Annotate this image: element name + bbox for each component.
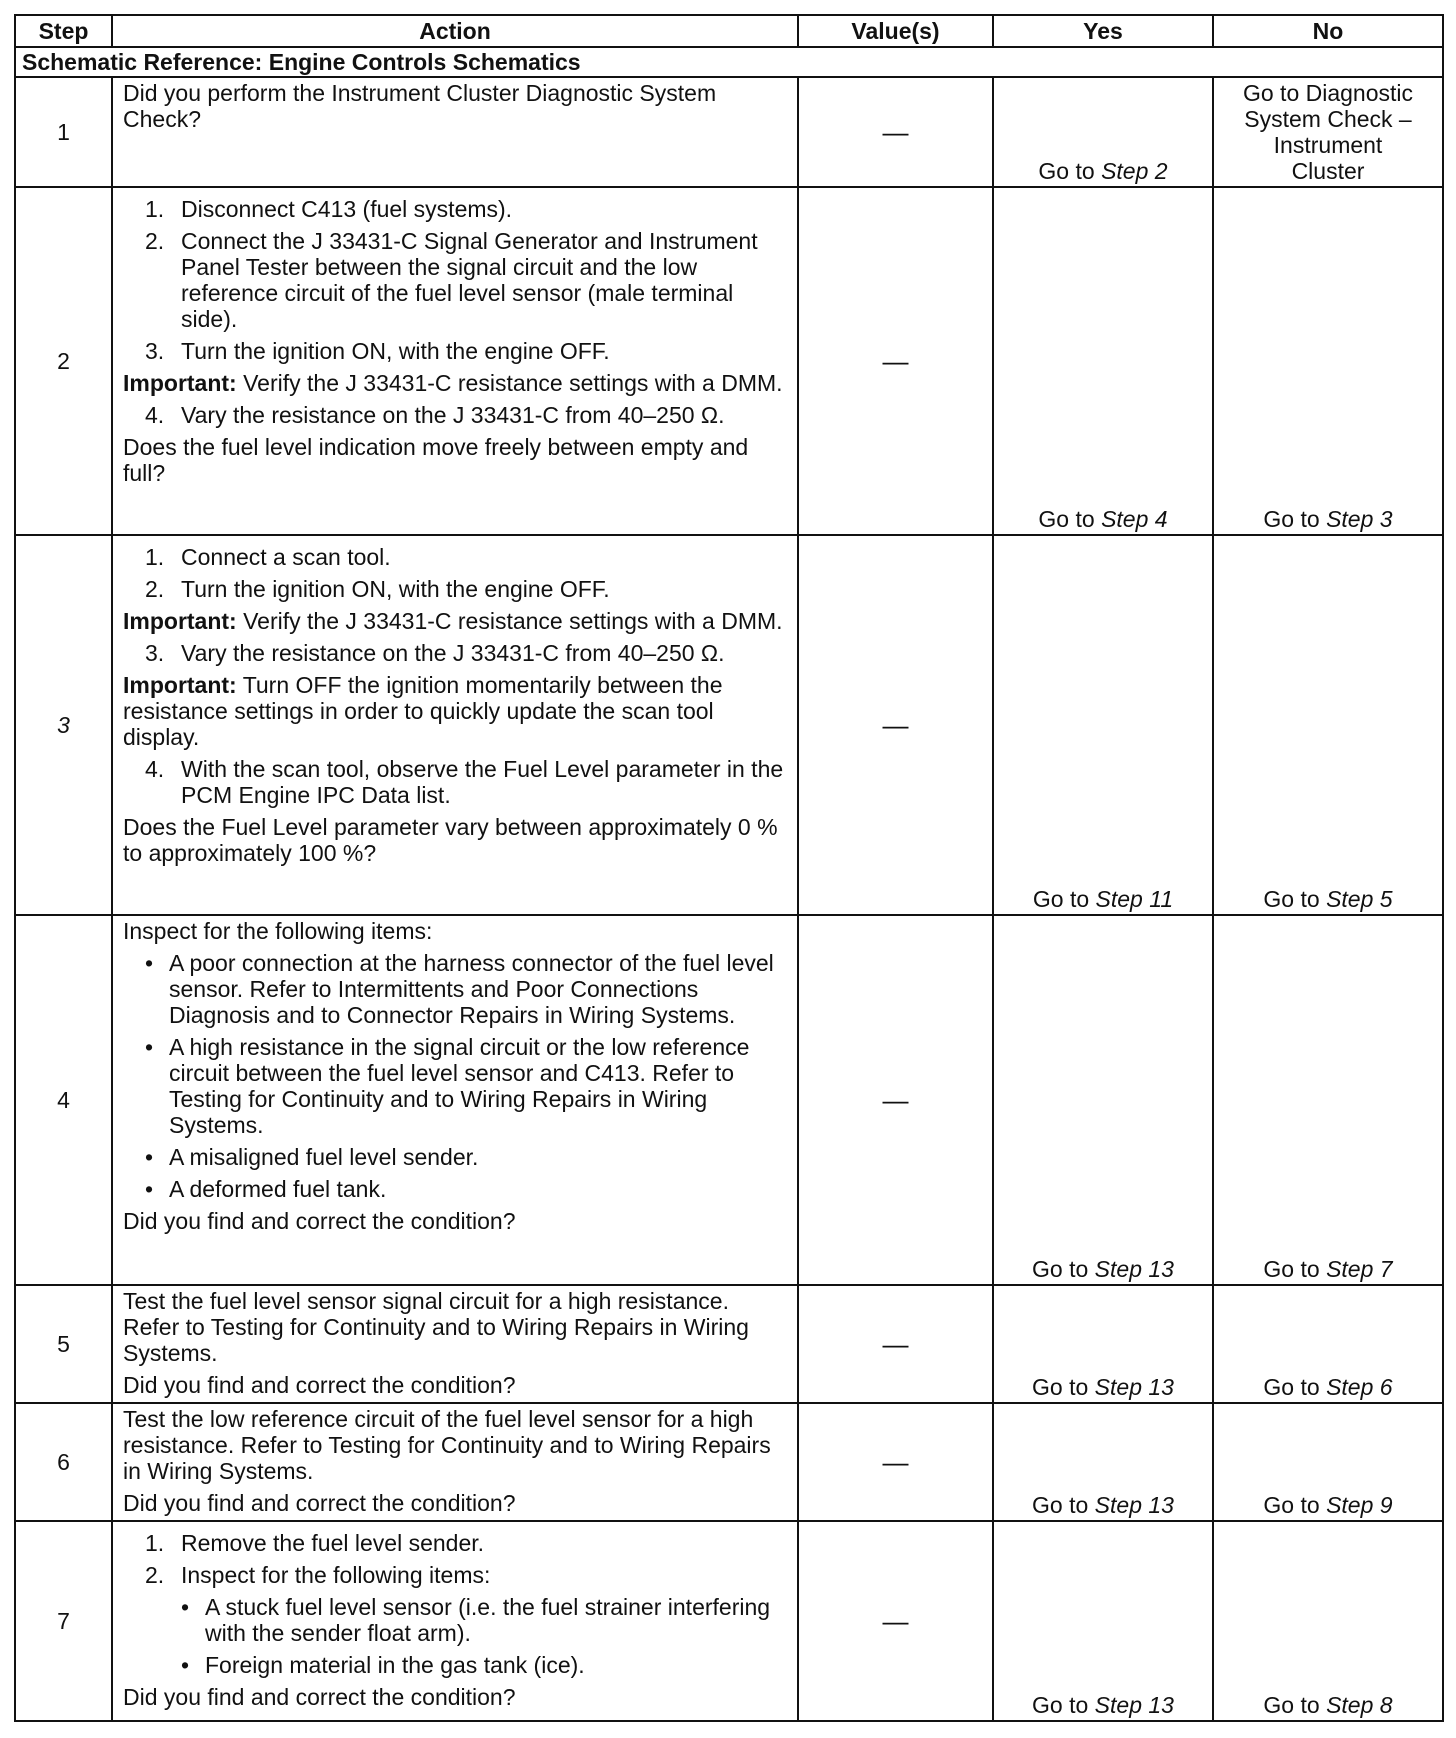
action-cell [112,187,798,535]
question-text: Did you find and correct the condition? [123,1490,516,1516]
bullet-item [145,1176,787,1202]
item-number: 1. [145,1530,165,1556]
bullet-text: Foreign material in the gas tank (ice). [205,1652,585,1678]
yes-target: Step 2 [1101,158,1168,184]
no-cell [1213,77,1443,187]
numbered-item [145,1530,787,1556]
schematic-reference-row [15,47,1443,77]
step-number: 3 [15,535,112,915]
yes-target: Step 13 [1094,1374,1174,1400]
header-no: No [1213,15,1443,47]
go-to-label: Go to [1263,1492,1320,1518]
action-cell [112,535,798,915]
go-to-label: Go to [1032,1374,1089,1400]
important-label: Important: [123,608,237,634]
header-row [15,15,1443,47]
numbered-item [145,640,787,666]
no-text-line: System Check – [1244,106,1412,132]
yes-cell [993,915,1213,1285]
no-cell [1213,1521,1443,1721]
no-cell [1213,1285,1443,1403]
no-target: Step 9 [1326,1492,1393,1518]
question-text: Does the fuel level indication move freely between empty and full? [123,434,749,486]
no-text-line: Go to Diagnostic [1242,80,1414,106]
go-to-label: Go to [1263,1374,1320,1400]
yes-target: Step 13 [1094,1692,1174,1718]
question-text: Does the Fuel Level parameter vary between approximately 0 % to approximately 100 %? [123,814,778,866]
go-to-label: Go to [1263,1692,1320,1718]
value-cell: — [798,1403,993,1521]
yes-target: Step 4 [1101,506,1168,532]
go-to-label: Go to [1032,1692,1089,1718]
bullet-text: A misaligned fuel level sender. [169,1144,479,1170]
step-number: 7 [15,1521,112,1721]
item-text: Remove the fuel level sender. [181,1530,485,1556]
yes-cell [993,77,1213,187]
numbered-item [145,402,787,428]
item-text: Connect the J 33431-C Signal Generator and Instrument Panel Tester between the signal circuit and the low reference circuit of the fuel level sensor (male terminal side). [181,228,758,332]
yes-target: Step 13 [1094,1492,1174,1518]
item-number: 3. [145,338,165,364]
value-cell: — [798,1521,993,1721]
item-text: Vary the resistance on the J 33431-C from 40–250 Ω. [181,640,725,666]
value-cell: — [798,915,993,1285]
item-text: Inspect for the following items: [181,1562,491,1588]
important-label: Important: [123,672,237,698]
table-row [15,1285,1443,1403]
no-target: Step 7 [1326,1256,1393,1282]
diagnostic-table [14,14,1444,1722]
value-cell: — [798,77,993,187]
item-number: 1. [145,196,165,222]
value-cell: — [798,1285,993,1403]
bullet-glyph: • [181,1594,190,1620]
action-cell [112,1521,798,1721]
no-text-line: Instrument [1273,132,1383,158]
yes-cell [993,1521,1213,1721]
yes-target: Step 11 [1095,886,1174,912]
bullet-item [145,1034,787,1138]
numbered-item [145,756,787,808]
go-to-label: Go to [1032,1492,1089,1518]
go-to-label: Go to [1038,158,1095,184]
go-to-label: Go to [1263,506,1320,532]
item-text: Disconnect C413 (fuel systems). [181,196,513,222]
step-number: 1 [15,77,112,187]
bullet-text: A deformed fuel tank. [169,1176,387,1202]
no-target: Step 3 [1326,506,1393,532]
item-number: 4. [145,402,165,428]
table-row [15,77,1443,187]
go-to-label: Go to [1263,1256,1320,1282]
numbered-item [145,576,787,602]
item-text: Vary the resistance on the J 33431-C from 40–250 Ω. [181,402,725,428]
header-step: Step [15,15,112,47]
step-number: 5 [15,1285,112,1403]
table-row [15,187,1443,535]
bullet-glyph: • [145,1176,154,1202]
item-text: Turn the ignition ON, with the engine OFF. [181,338,610,364]
action-text: Test the low reference circuit of the fuel level sensor for a high resistance. Refer to Testing for Continuity and to Wiring Repairs in Wiring Systems. [123,1406,771,1484]
bullet-text: A stuck fuel level sensor (i.e. the fuel strainer interfering with the sender float arm). [205,1594,771,1646]
question-text: Did you find and correct the condition? [123,1372,516,1398]
action-cell [112,915,798,1285]
item-text: Turn the ignition ON, with the engine OFF. [181,576,610,602]
lead-text: Inspect for the following items: [123,918,433,944]
item-number: 3. [145,640,165,666]
item-number: 2. [145,228,165,254]
item-number: 1. [145,544,165,570]
important-text: Verify the J 33431-C resistance settings with a DMM. [236,608,783,634]
value-cell: — [798,187,993,535]
item-text: Connect a scan tool. [181,544,391,570]
important-note [123,608,787,634]
bullet-item [145,1144,787,1170]
bullet-text: A poor connection at the harness connector of the fuel level sensor. Refer to Intermittents and Poor Connections Diagnosis and to Connector Repairs in Wiring Systems. [169,950,774,1028]
table-row [15,535,1443,915]
action-cell [112,1403,798,1521]
yes-cell [993,187,1213,535]
important-text: Turn OFF the ignition momentarily between the resistance settings in order to quickly update the scan tool display. [123,672,723,750]
step-number: 4 [15,915,112,1285]
yes-cell [993,1403,1213,1521]
header-action: Action [112,15,798,47]
numbered-item [145,544,787,570]
action-cell [112,77,798,187]
value-cell: — [798,535,993,915]
no-cell [1213,535,1443,915]
important-note [123,672,787,750]
step-number: 2 [15,187,112,535]
go-to-label: Go to [1032,886,1090,912]
question-text: Did you perform the Instrument Cluster Diagnostic System Check? [123,80,717,132]
item-text: With the scan tool, observe the Fuel Level parameter in the PCM Engine IPC Data list. [181,756,784,808]
numbered-item [145,196,787,222]
yes-cell [993,1285,1213,1403]
numbered-item [145,338,787,364]
question-text: Did you find and correct the condition? [123,1208,516,1234]
go-to-label: Go to [1032,1256,1089,1282]
yes-target: Step 13 [1094,1256,1174,1282]
bullet-glyph: • [181,1652,190,1678]
no-target: Step 5 [1326,886,1393,912]
bullet-glyph: • [145,1144,154,1170]
yes-cell [993,535,1213,915]
table-row [15,915,1443,1285]
bullet-glyph: • [145,1034,154,1060]
no-cell [1213,915,1443,1285]
no-target: Step 6 [1326,1374,1393,1400]
table-row [15,1403,1443,1521]
no-text-line: Cluster [1291,158,1365,184]
bullet-item [145,950,787,1028]
item-number: 4. [145,756,165,782]
important-label: Important: [123,370,237,396]
no-cell [1213,1403,1443,1521]
header-values: Value(s) [798,15,993,47]
numbered-item [145,228,787,332]
important-text: Verify the J 33431-C resistance settings with a DMM. [236,370,783,396]
action-text: Test the fuel level sensor signal circuit for a high resistance. Refer to Testing for Continuity and to Wiring Repairs in Wiring Systems. [123,1288,749,1366]
go-to-label: Go to [1263,886,1320,912]
important-note [123,370,787,396]
no-cell [1213,187,1443,535]
action-cell [112,1285,798,1403]
no-target: Step 8 [1326,1692,1393,1718]
header-yes: Yes [993,15,1213,47]
step-number: 6 [15,1403,112,1521]
numbered-item [145,1562,787,1588]
go-to-label: Go to [1038,506,1095,532]
bullet-glyph: • [145,950,154,976]
schematic-reference: Schematic Reference: Engine Controls Schematics [15,47,1443,77]
item-number: 2. [145,576,165,602]
bullet-text: A high resistance in the signal circuit or the low reference circuit between the fuel level sensor and C413. Refer to Testing for Continuity and to Wiring Repairs in Wiring Systems. [169,1034,750,1138]
question-text: Did you find and correct the condition? [123,1684,516,1710]
sub-bullet-item [181,1594,787,1646]
sub-bullet-item [181,1652,787,1678]
table-row [15,1521,1443,1721]
item-number: 2. [145,1562,165,1588]
